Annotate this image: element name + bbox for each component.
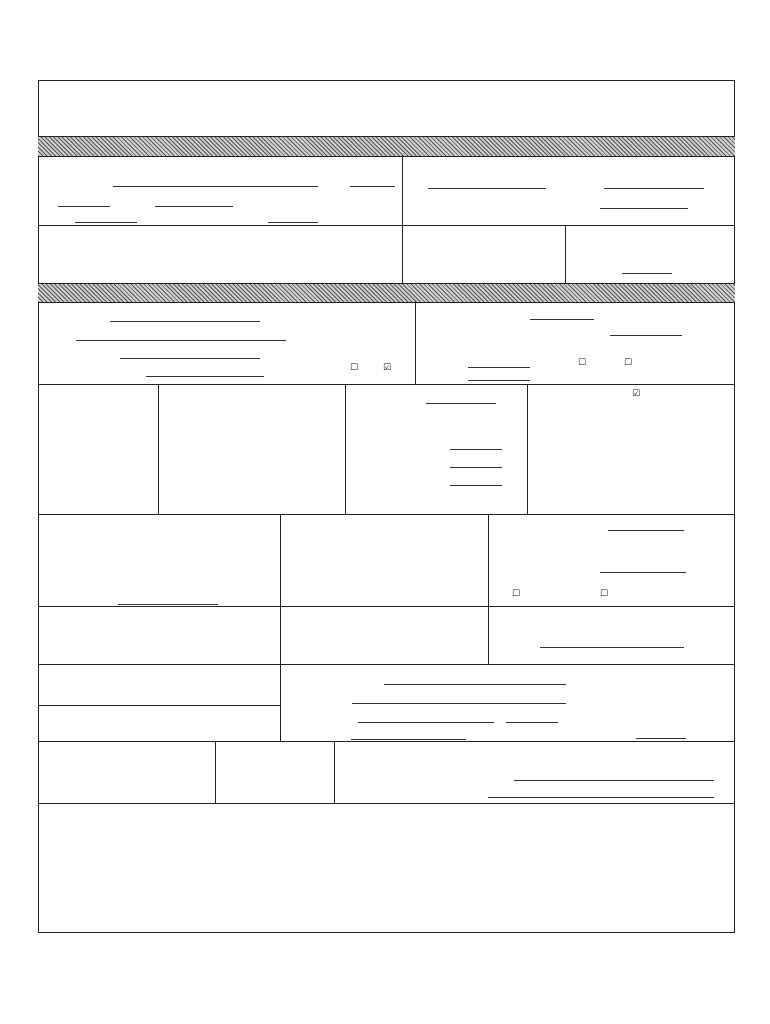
amateur-yes-checkbox[interactable]: ☐ [350,363,359,373]
cg-datum-checkbox[interactable]: ☐ [624,358,633,368]
section-bar-basic [38,136,735,157]
cg-nose-checkbox[interactable]: ☐ [578,358,587,368]
last-inspection-checkbox[interactable]: ☐ [512,589,521,599]
amateur-no-checkbox[interactable]: ☑ [383,363,392,373]
section-bar-aircraft [38,283,735,303]
time-of-accident-checkbox[interactable]: ☐ [600,589,609,599]
retractable-checkbox[interactable]: ☑ [632,389,641,399]
